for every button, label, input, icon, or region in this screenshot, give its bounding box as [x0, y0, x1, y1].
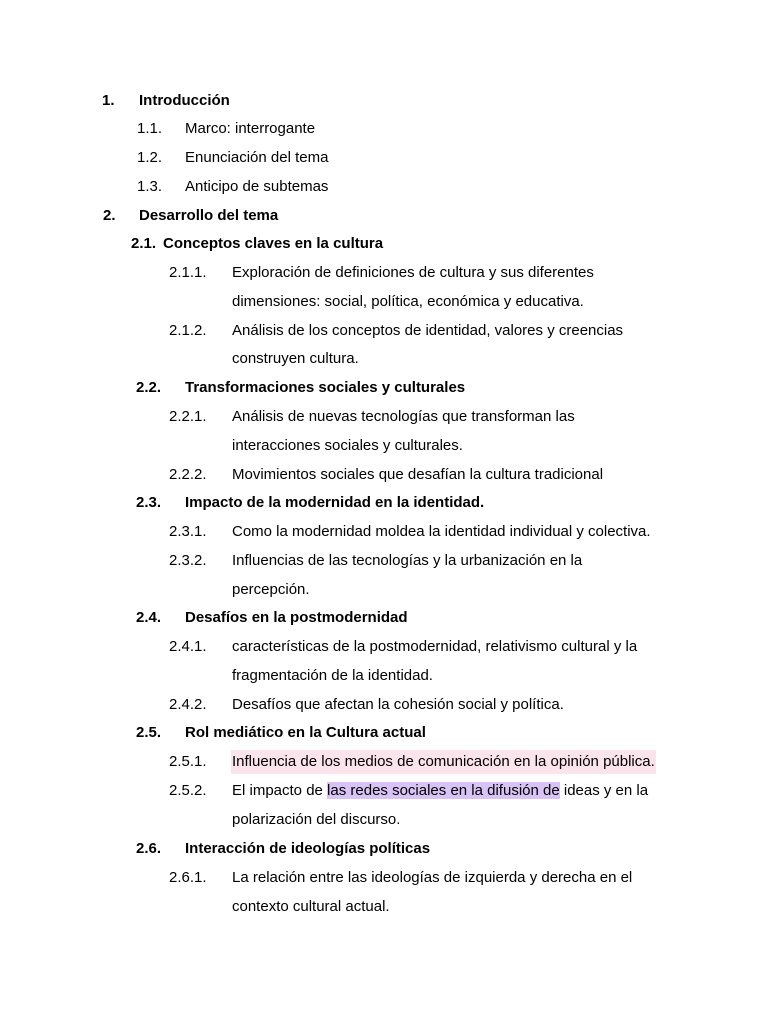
item-number: 1.3.: [137, 178, 163, 195]
item-number: 2.5.1.: [169, 753, 207, 770]
outline-item: [0, 117, 768, 141]
item-text: Análisis de los conceptos de identidad, valores y creencias: [232, 322, 624, 339]
outline-item-continuation: [0, 895, 768, 919]
item-number: 2.1.2.: [169, 322, 207, 339]
section-heading: [0, 204, 768, 228]
outline-item-continuation: [0, 578, 768, 602]
item-number: 2.4.1.: [169, 638, 207, 655]
item-text: Influencias de las tecnologías y la urbanización en la: [232, 552, 583, 569]
subsection-number: 2.5.: [136, 724, 162, 741]
item-number: 2.3.1.: [169, 523, 207, 540]
subsection-number: 2.4.: [136, 609, 162, 626]
item-text: Marco: interrogante: [185, 120, 316, 137]
item-number: 2.2.1.: [169, 408, 207, 425]
item-text: Desafíos que afectan la cohesión social y política.: [232, 696, 564, 713]
item-text: Movimientos sociales que desafían la cultura tradicional: [232, 466, 604, 483]
item-text: Como la modernidad moldea la identidad individual y colectiva.: [232, 523, 651, 540]
outline-item: [0, 635, 768, 659]
outline-item: [0, 866, 768, 890]
item-number: 1.2.: [137, 149, 163, 166]
item-text: construyen cultura.: [232, 350, 359, 367]
outline-item-continuation: [0, 664, 768, 688]
outline-item: [0, 405, 768, 429]
item-number: 2.3.2.: [169, 552, 207, 569]
outline-item: [0, 693, 768, 717]
subsection-heading: [0, 721, 768, 745]
subsection-heading: [0, 606, 768, 630]
outline-item-continuation: [0, 347, 768, 371]
subsection-heading: [0, 376, 768, 400]
item-text: características de la postmodernidad, relativismo cultural y la: [232, 638, 638, 655]
item-text: polarización del discurso.: [232, 811, 401, 828]
outline-item: [0, 175, 768, 199]
section-title: Introducción: [139, 92, 230, 109]
item-text: interacciones sociales y culturales.: [232, 437, 463, 454]
subsection-title: Rol mediático en la Cultura actual: [185, 724, 426, 741]
subsection-title: Conceptos claves en la cultura: [163, 235, 384, 252]
item-number: 2.4.2.: [169, 696, 207, 713]
item-text: Enunciación del tema: [185, 149, 329, 166]
item-text: La relación entre las ideologías de izquierda y derecha en el: [232, 869, 633, 886]
item-text: Exploración de definiciones de cultura y sus diferentes: [232, 264, 594, 281]
outline-item: [0, 463, 768, 487]
subsection-title: Impacto de la modernidad en la identidad.: [185, 494, 485, 511]
item-text: Análisis de nuevas tecnologías que transforman las: [232, 408, 575, 425]
item-text-pre: El impacto de: [232, 782, 328, 799]
section-title: Desarrollo del tema: [139, 207, 279, 224]
subsection-heading: [0, 491, 768, 515]
subsection-title: Desafíos en la postmodernidad: [185, 609, 408, 626]
item-text: dimensiones: social, política, económica y educativa.: [232, 293, 584, 310]
subsection-number: 2.6.: [136, 840, 162, 857]
outline-item: [0, 750, 768, 774]
item-number: 1.1.: [137, 120, 163, 137]
highlighted-text: las redes sociales en la difusión de: [327, 782, 560, 799]
item-text: fragmentación de la identidad.: [232, 667, 433, 684]
subsection-heading: [0, 837, 768, 861]
item-text-post: ideas y en la: [559, 782, 649, 799]
outline-item: [0, 779, 768, 803]
subsection-number: 2.2.: [136, 379, 162, 396]
item-text: Anticipo de subtemas: [185, 178, 329, 195]
outline-item: [0, 146, 768, 170]
highlighted-text: Influencia de los medios de comunicación en la opinión pública.: [231, 750, 656, 774]
section-number: 2.: [103, 207, 116, 224]
item-number: 2.2.2.: [169, 466, 207, 483]
outline-item-continuation: [0, 808, 768, 832]
item-number: 2.5.2.: [169, 782, 207, 799]
subsection-title: Interacción de ideologías políticas: [185, 840, 431, 857]
item-text: [232, 779, 648, 803]
item-text: contexto cultural actual.: [232, 898, 390, 915]
outline-item: [0, 520, 768, 544]
item-number: 2.6.1.: [169, 869, 207, 886]
outline-item: [0, 261, 768, 285]
item-number: 2.1.1.: [169, 264, 207, 281]
outline-item: [0, 319, 768, 343]
subsection-number: 2.1.: [131, 235, 157, 252]
section-heading: [0, 89, 768, 113]
item-text: percepción.: [232, 581, 310, 598]
outline-item: [0, 549, 768, 573]
subsection-heading: [0, 232, 768, 256]
subsection-title: Transformaciones sociales y culturales: [185, 379, 466, 396]
section-number: 1.: [102, 92, 115, 109]
subsection-number: 2.3.: [136, 494, 162, 511]
outline-item-continuation: [0, 290, 768, 314]
outline-item-continuation: [0, 434, 768, 458]
